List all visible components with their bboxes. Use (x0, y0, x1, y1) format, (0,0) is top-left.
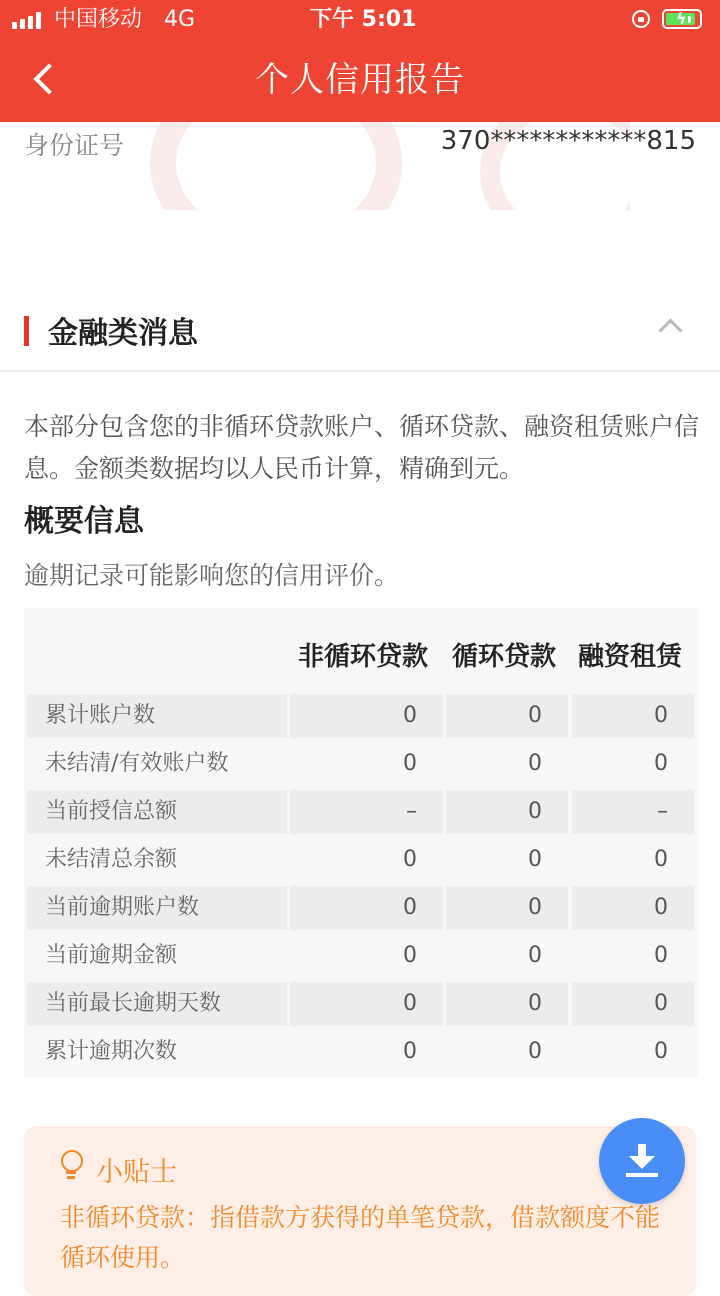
rotation-lock-icon (632, 10, 650, 28)
table-row (27, 694, 695, 738)
row-label: 当前授信总额 (27, 790, 287, 834)
row-value: 0 (528, 847, 542, 872)
row-value: 0 (572, 694, 694, 738)
row-value: 0 (654, 751, 668, 776)
app-header (0, 0, 720, 122)
network-type: 4G (164, 7, 196, 32)
table-row (27, 838, 695, 882)
download-button[interactable] (599, 1118, 685, 1204)
row-value: 0 (528, 1039, 542, 1064)
row-value: 0 (572, 886, 694, 930)
row-label: 未结清总余额 (45, 847, 178, 872)
table-row (27, 790, 695, 834)
tip-card (24, 1126, 696, 1296)
summary-title: 概要信息 (24, 504, 144, 539)
row-value: 0 (528, 751, 542, 776)
chevron-up-icon[interactable] (658, 318, 682, 342)
row-value: 0 (290, 886, 443, 930)
id-number-label: 身份证号 (24, 131, 125, 160)
row-value: 0 (446, 694, 568, 738)
row-label: 累计账户数 (27, 694, 287, 738)
section-accent-bar (24, 316, 29, 346)
status-bar (0, 0, 720, 40)
row-value: 0 (654, 943, 668, 968)
row-value: 0 (654, 1039, 668, 1064)
lightbulb-icon (60, 1150, 82, 1182)
row-value: 0 (290, 694, 443, 738)
status-time: 下午 5:01 (310, 7, 417, 32)
tip-text: 非循环贷款：指借款方获得的单笔贷款，借款额度不能循环使用。 (60, 1203, 661, 1272)
table-row (27, 886, 695, 930)
battery-icon: ϟ (662, 9, 702, 29)
table-row (27, 982, 695, 1026)
table-row (27, 934, 695, 978)
row-value: 0 (446, 886, 568, 930)
signal-icon (12, 11, 46, 29)
row-value: 0 (572, 982, 694, 1026)
table-row (27, 1030, 695, 1074)
row-value: 0 (403, 751, 417, 776)
row-label: 累计逾期次数 (45, 1039, 178, 1064)
row-value: 0 (654, 847, 668, 872)
column-header: 融资租赁 (578, 642, 683, 672)
row-value: 0 (403, 943, 417, 968)
column-header: 非循环贷款 (298, 642, 429, 672)
row-label: 当前最长逾期天数 (27, 982, 287, 1026)
row-value: 0 (403, 847, 417, 872)
row-value: – (290, 790, 443, 834)
row-value: 0 (528, 943, 542, 968)
section-title: 金融类消息 (48, 316, 198, 351)
row-value: – (572, 790, 694, 834)
page-title: 个人信用报告 (255, 60, 465, 100)
row-label: 当前逾期账户数 (27, 886, 287, 930)
summary-note: 逾期记录可能影响您的信用评价。 (24, 561, 400, 590)
table-row (27, 742, 695, 786)
section-description: 本部分包含您的非循环贷款账户、循环贷款、融资租赁账户信息。金额类数据均以人民币计算，精确到元。 (24, 412, 700, 483)
row-label: 当前逾期金额 (45, 943, 178, 968)
row-value: 0 (446, 982, 568, 1026)
summary-table (24, 608, 698, 1078)
tip-title: 小贴士 (96, 1157, 177, 1188)
column-header: 循环贷款 (452, 642, 557, 672)
row-label: 未结清/有效账户数 (45, 751, 229, 776)
row-value: 0 (403, 1039, 417, 1064)
carrier-name: 中国移动 (54, 7, 143, 32)
row-value: 0 (290, 982, 443, 1026)
id-number-value: 370************815 (440, 126, 696, 156)
divider (0, 370, 720, 372)
row-value: 0 (446, 790, 568, 834)
